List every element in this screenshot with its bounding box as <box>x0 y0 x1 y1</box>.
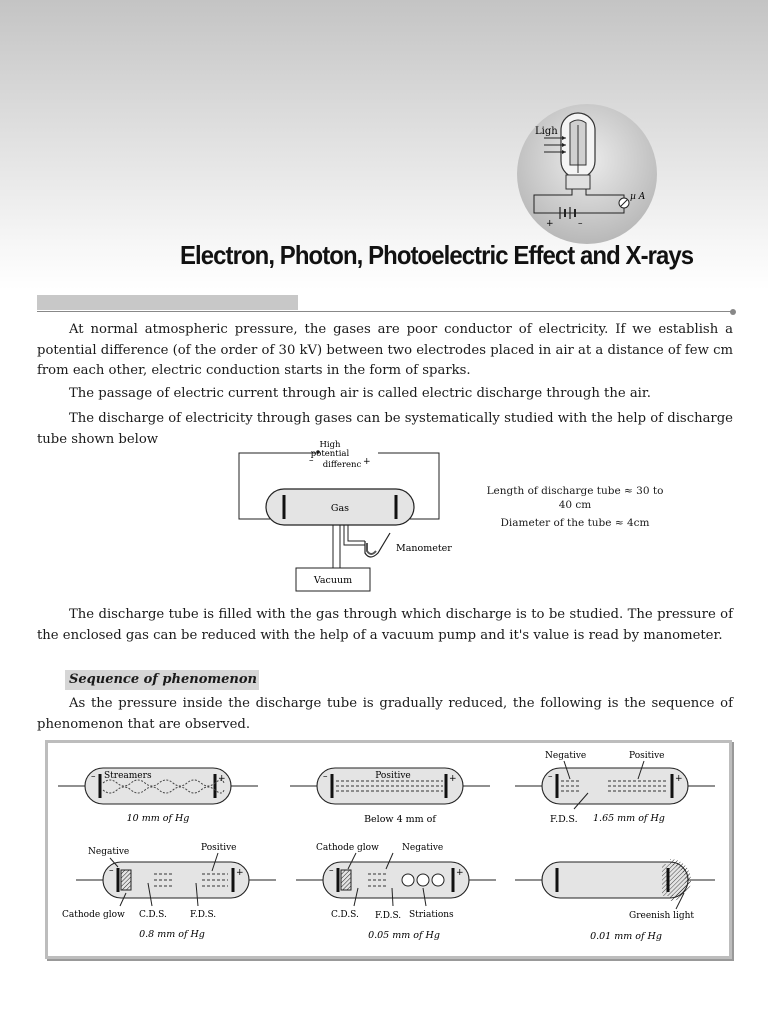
hv-minus: – <box>309 456 314 466</box>
svg-text:–: – <box>323 772 328 782</box>
phase3-positive-label: Positive <box>629 751 665 761</box>
svg-text:–: – <box>548 772 553 782</box>
chapter-title: Electron, Photon, Photoelectric Effect and X-rays <box>180 240 694 270</box>
paragraph-discharge-tube-description: The discharge tube is filled with the gas through which discharge is to be studied. The pressure of the enclosed gas can be reduced with the help of a vacuum pump and it's value is read by manometer. <box>37 607 733 643</box>
tube-dimensions-note <box>480 484 670 530</box>
discharge-tube-diagram <box>230 437 470 597</box>
phase5-cathode-glow-label: Cathode glow <box>316 843 379 853</box>
phase-below-4mm <box>290 768 490 825</box>
photocell-illustration <box>516 103 658 245</box>
phenomena-diagram <box>48 743 729 956</box>
section-rule-line <box>37 311 733 312</box>
phase5-fds-label: F.D.S. <box>375 911 402 921</box>
phase-below-4mm-caption: Below 4 mm of <box>364 814 436 825</box>
phase-0-05mm-caption: 0.05 mm of Hg <box>368 930 440 941</box>
phase5-striations-label: Striations <box>409 910 454 920</box>
hv-label-2: potential <box>310 449 350 459</box>
svg-text:+: + <box>236 868 244 878</box>
phase-1-65mm-caption: 1.65 mm of Hg <box>593 813 665 824</box>
phase4-cds-label: C.D.S. <box>139 910 167 920</box>
svg-text:+: + <box>456 868 464 878</box>
paragraph-sequence-intro: As the pressure inside the discharge tube is gradually reduced, the following is the sequence of phenomenon that are observed. <box>37 696 733 732</box>
manometer-label: Manometer <box>396 543 452 554</box>
hv-label-1: High <box>319 440 341 450</box>
hero-meter-label: µ A <box>630 192 646 202</box>
gas-label: Gas <box>330 503 350 514</box>
phase6-greenish-light-label: Greenish light <box>629 911 695 921</box>
phase5-cds-label: C.D.S. <box>331 910 359 920</box>
svg-text:+: + <box>675 774 683 784</box>
tube-diameter-note: Diameter of the tube ≈ 4cm <box>500 517 650 529</box>
phase-10mm-caption: 10 mm of Hg <box>126 813 190 824</box>
phase-10mm <box>58 768 258 824</box>
paragraph-discharge-tube-intro: The discharge of electricity through gases can be systematically studied with the help of discharge tube shown below <box>37 411 733 447</box>
phenomena-figure <box>45 740 732 959</box>
paragraph-discharge-definition: The passage of electric current through air is called electric discharge through the air. <box>69 386 651 401</box>
phase3-fds-label: F.D.S. <box>550 814 578 825</box>
hv-label-3: differenc <box>322 460 362 470</box>
vacuum-label: Vacuum <box>313 575 353 586</box>
phase4-cathode-glow-label: Cathode glow <box>62 910 125 920</box>
svg-text:+: + <box>546 219 554 229</box>
svg-text:–: – <box>109 866 114 876</box>
svg-text:–: – <box>578 219 583 229</box>
hv-plus: + <box>363 457 371 467</box>
phase-0-05mm <box>296 843 496 941</box>
tube-length-note: Length of discharge tube ≈ 30 to 40 cm <box>486 485 664 511</box>
phase-0-01mm <box>515 862 715 942</box>
phase-1-65mm <box>515 751 715 825</box>
svg-text:–: – <box>91 772 96 782</box>
phase-0-01mm-caption: 0.01 mm of Hg <box>590 931 662 942</box>
svg-text:–: – <box>329 866 334 876</box>
section-rule-bar <box>37 295 298 310</box>
section-rule-dot <box>730 309 736 315</box>
hero-light-label: Ligh <box>535 126 558 137</box>
section-heading-sequence: Sequence of phenomenon <box>65 670 259 690</box>
phase4-positive-label: Positive <box>201 843 237 853</box>
svg-text:+: + <box>218 774 226 784</box>
paragraph-intro: At normal atmospheric pressure, the gases are poor conductor of electricity. If we establish a potential difference (of the order of 30 kV) between two electrodes placed in air at a distance of few cm from each other, electric conduction starts in the form of sparks. <box>37 322 733 378</box>
svg-text:+: + <box>449 774 457 784</box>
streamers-label: Streamers <box>104 771 152 781</box>
phase4-negative-label: Negative <box>88 847 130 857</box>
phase4-fds-label: F.D.S. <box>190 910 217 920</box>
phase5-negative-label: Negative <box>402 843 444 853</box>
phase-0-8mm-caption: 0.8 mm of Hg <box>139 929 205 940</box>
phase-0-8mm <box>62 843 276 940</box>
phase3-negative-label: Negative <box>545 751 587 761</box>
phase2-positive-label: Positive <box>375 771 411 781</box>
